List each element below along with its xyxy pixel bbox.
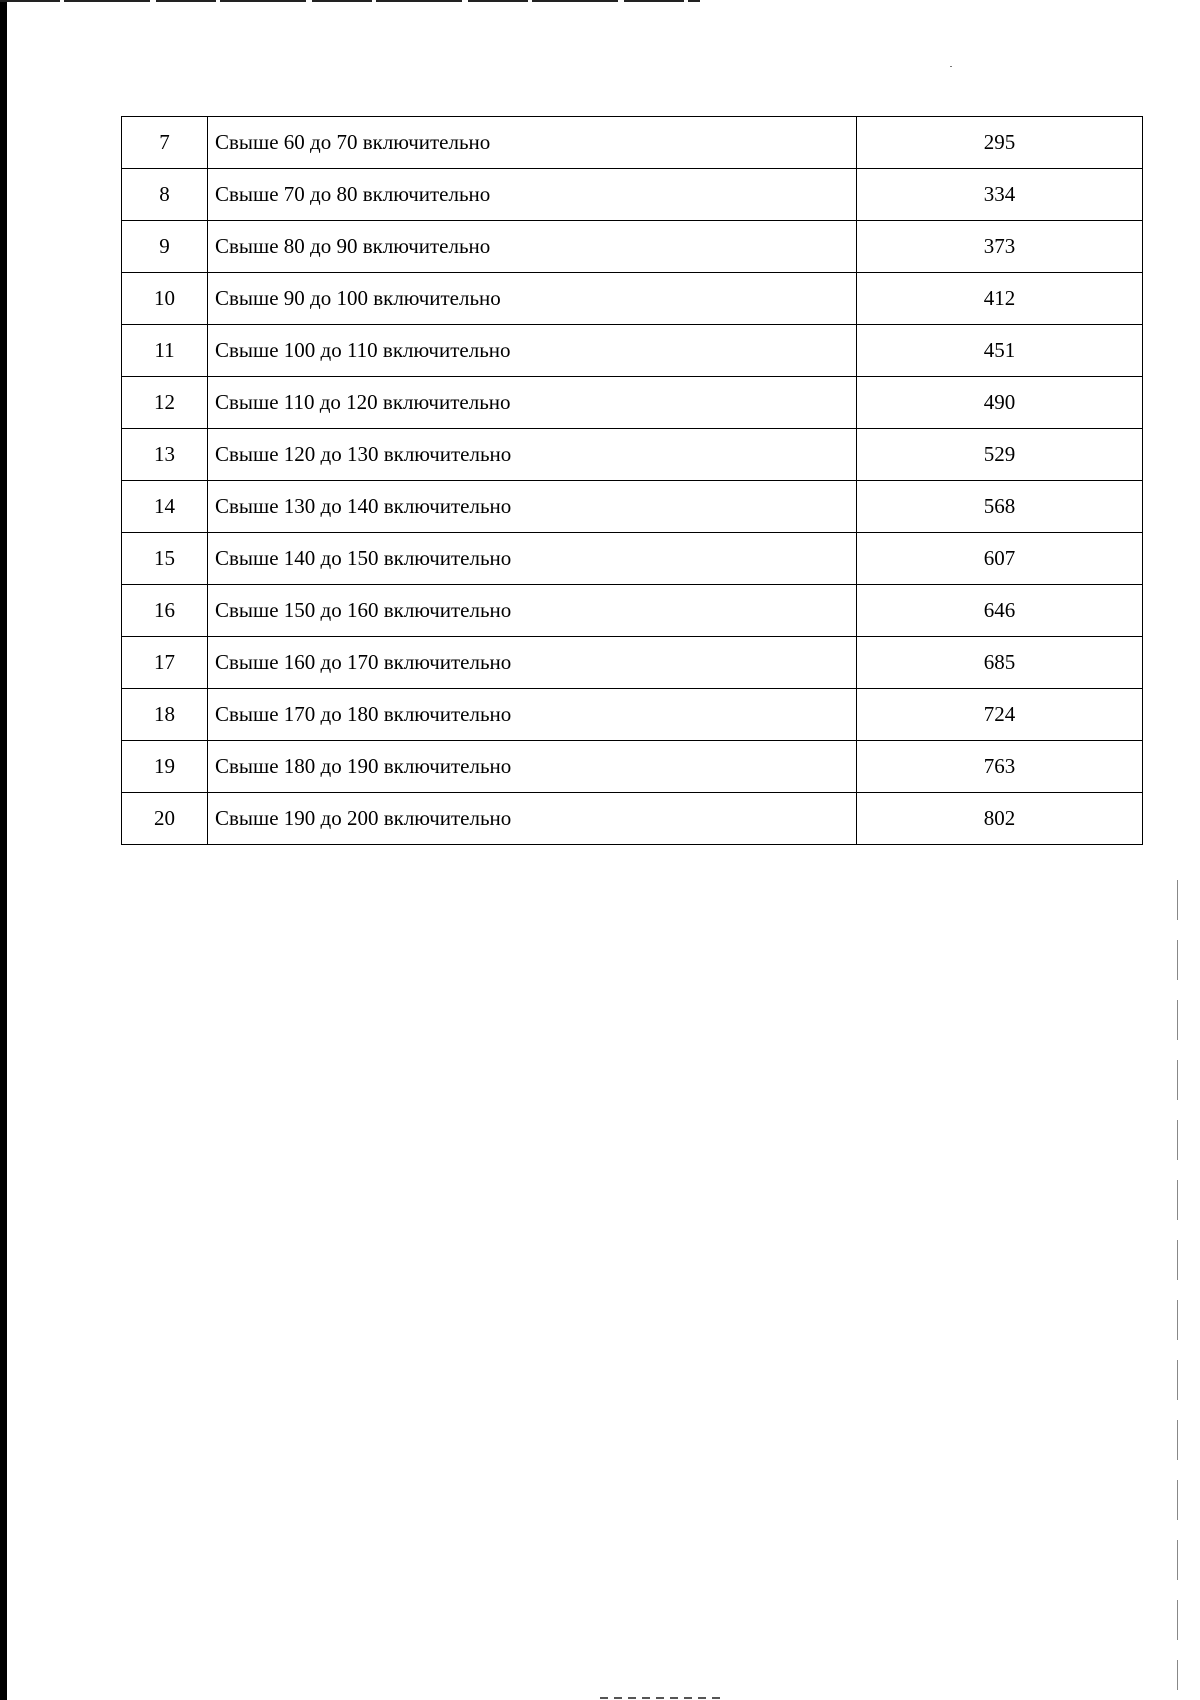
table-row — [122, 273, 1143, 325]
row-description: Свыше 130 до 140 включительно — [208, 481, 857, 533]
table-row — [122, 377, 1143, 429]
row-description: Свыше 80 до 90 включительно — [208, 221, 857, 273]
row-value: 373 — [857, 221, 1143, 273]
row-value: 490 — [857, 377, 1143, 429]
row-value: 412 — [857, 273, 1143, 325]
row-description: Свыше 140 до 150 включительно — [208, 533, 857, 585]
rate-table — [121, 116, 1143, 845]
row-number: 16 — [122, 585, 208, 637]
row-number: 18 — [122, 689, 208, 741]
table-row — [122, 117, 1143, 169]
row-number: 15 — [122, 533, 208, 585]
row-number: 10 — [122, 273, 208, 325]
row-description: Свыше 180 до 190 включительно — [208, 741, 857, 793]
row-value: 685 — [857, 637, 1143, 689]
row-number: 17 — [122, 637, 208, 689]
row-description: Свыше 90 до 100 включительно — [208, 273, 857, 325]
row-value: 334 — [857, 169, 1143, 221]
row-description: Свыше 160 до 170 включительно — [208, 637, 857, 689]
row-value: 529 — [857, 429, 1143, 481]
row-description: Свыше 150 до 160 включительно — [208, 585, 857, 637]
row-number: 14 — [122, 481, 208, 533]
row-description: Свыше 70 до 80 включительно — [208, 169, 857, 221]
scan-top-edge — [0, 0, 700, 2]
row-description: Свыше 120 до 130 включительно — [208, 429, 857, 481]
row-description: Свыше 110 до 120 включительно — [208, 377, 857, 429]
row-value: 763 — [857, 741, 1143, 793]
row-number: 19 — [122, 741, 208, 793]
table-row — [122, 169, 1143, 221]
row-value: 568 — [857, 481, 1143, 533]
row-value: 607 — [857, 533, 1143, 585]
row-description: Свыше 100 до 110 включительно — [208, 325, 857, 377]
table-row — [122, 325, 1143, 377]
table-row — [122, 741, 1143, 793]
table-row — [122, 585, 1143, 637]
table-row — [122, 533, 1143, 585]
scan-right-edge — [1177, 880, 1178, 1690]
scan-left-edge — [0, 0, 7, 1700]
row-description: Свыше 60 до 70 включительно — [208, 117, 857, 169]
row-value: 802 — [857, 793, 1143, 845]
scan-bottom-edge — [600, 1697, 720, 1699]
row-number: 20 — [122, 793, 208, 845]
row-value: 724 — [857, 689, 1143, 741]
table-row — [122, 637, 1143, 689]
table-row — [122, 429, 1143, 481]
rate-table-body — [122, 117, 1143, 845]
row-value: 295 — [857, 117, 1143, 169]
table-row — [122, 481, 1143, 533]
row-number: 8 — [122, 169, 208, 221]
row-number: 7 — [122, 117, 208, 169]
row-description: Свыше 170 до 180 включительно — [208, 689, 857, 741]
scan-speck — [950, 66, 952, 67]
row-value: 646 — [857, 585, 1143, 637]
row-value: 451 — [857, 325, 1143, 377]
row-number: 12 — [122, 377, 208, 429]
row-number: 13 — [122, 429, 208, 481]
table-row — [122, 689, 1143, 741]
row-number: 9 — [122, 221, 208, 273]
row-description: Свыше 190 до 200 включительно — [208, 793, 857, 845]
table-row — [122, 221, 1143, 273]
row-number: 11 — [122, 325, 208, 377]
table-row — [122, 793, 1143, 845]
